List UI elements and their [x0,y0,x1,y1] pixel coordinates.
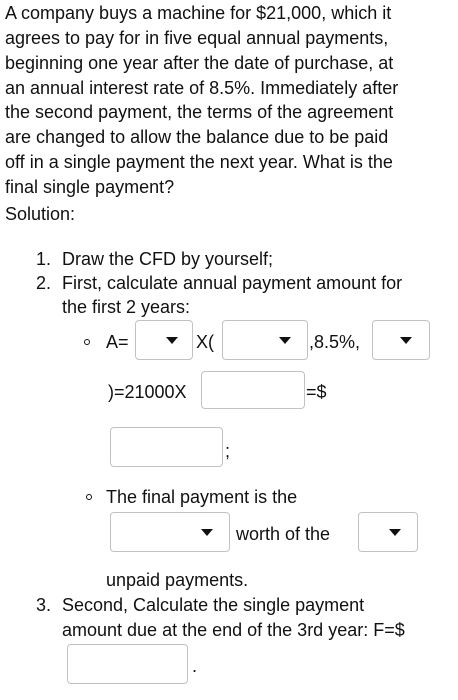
solution-label: Solution: [5,204,76,224]
question-line: the second payment, the terms of the agreement [5,102,394,122]
final-answer-input[interactable] [67,644,188,684]
period-label: . [192,656,198,676]
chevron-down-icon [279,337,291,344]
chevron-down-icon [166,337,178,344]
factor-value-input[interactable] [201,371,305,409]
step-text: amount due at the end of the 3rd year: F=$ [62,620,405,640]
question-line: A company buys a machine for $21,000, which it [5,3,392,23]
bullet-icon [84,339,90,345]
x-open-label: X( [196,332,214,352]
equals-dollar-label: =$ [306,382,327,402]
question-line: off in a single payment the next year. What is the [5,152,393,172]
semicolon-label: ; [225,441,231,461]
final-payment-prefix: The final payment is the [106,487,298,507]
chevron-down-icon [389,529,401,536]
final-payment-middle: worth of the [236,524,331,544]
chevron-down-icon [400,337,412,344]
step-number: 1. [36,249,52,269]
chevron-down-icon [201,529,213,536]
payment-count-dropdown[interactable] [358,512,418,552]
question-line: final single payment? [5,177,175,197]
step-text: the first 2 years: [62,297,191,317]
a-dropdown[interactable] [135,320,193,360]
step-text: First, calculate annual payment amount for [62,273,403,293]
question-line: beginning one year after the date of purchase, at [5,53,394,73]
close-mult-label: )=21000X [108,382,187,402]
worth-dropdown[interactable] [110,512,230,552]
question-line: an annual interest rate of 8.5%. Immediately after [5,78,399,98]
step-text: Draw the CFD by yourself; [62,249,274,269]
step-text: Second, Calculate the single payment [62,595,365,615]
bullet-icon [86,494,92,500]
step-number: 3. [36,595,52,615]
final-payment-suffix: unpaid payments. [106,570,249,590]
n-dropdown[interactable] [372,320,430,360]
payment-amount-input[interactable] [110,427,223,467]
question-line: agrees to pay for in five equal annual payments, [5,28,389,48]
rate-label: ,8.5%, [309,332,361,352]
a-label: A= [106,332,129,352]
step-number: 2. [36,273,52,293]
factor-dropdown[interactable] [222,320,308,360]
question-line: are changed to allow the balance due to be paid [5,127,389,147]
